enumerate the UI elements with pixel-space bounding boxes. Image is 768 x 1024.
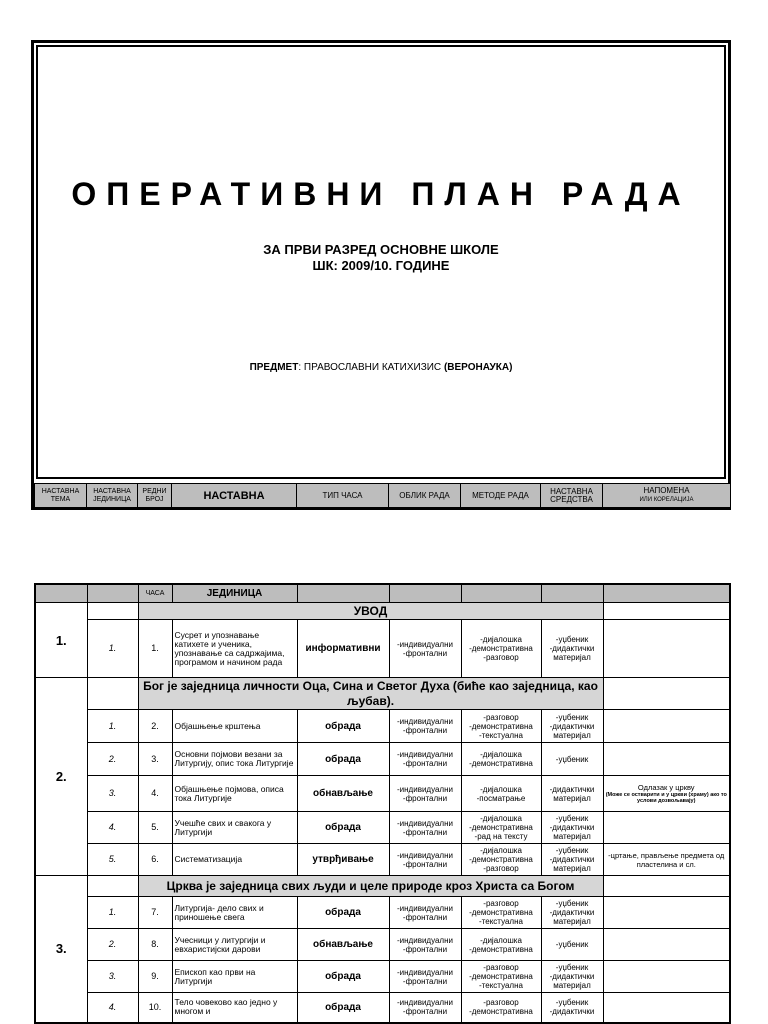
- row-note: [603, 929, 730, 961]
- row-number: 2.: [87, 743, 138, 776]
- row-serial: 4.: [138, 776, 172, 812]
- table-row: [35, 710, 730, 743]
- row-means: -уџбеник -дидактички материјал: [541, 620, 603, 678]
- chasa-label: ЧАСА: [138, 584, 172, 603]
- row-note: [603, 776, 730, 812]
- row-form: -индивидуални -фронтални: [389, 993, 461, 1023]
- row-type: утврђивање: [297, 844, 389, 876]
- row-form: -индивидуални -фронтални: [389, 620, 461, 678]
- header-tema: НАСТАВНА ТЕМА: [35, 484, 87, 508]
- row-type: обрада: [297, 710, 389, 743]
- row-unit: Основни појмови везани за Литургију, опис тока Литургије: [172, 743, 297, 776]
- row-unit: Литургија- дело свих и приношење свега: [172, 897, 297, 929]
- document-title: ОПЕРАТИВНИ ПЛАН РАДА: [71, 176, 691, 212]
- row-type: обрада: [297, 993, 389, 1023]
- header-nastavna: НАСТАВНА: [172, 484, 297, 508]
- row-serial: 9.: [138, 961, 172, 993]
- header-redni-broj: РЕДНИ БРОЈ: [138, 484, 172, 508]
- row-number: 3.: [87, 961, 138, 993]
- row-means: -уџбеник -дидактички материјал: [541, 961, 603, 993]
- row-type: обрада: [297, 812, 389, 844]
- header-napomena: [603, 484, 731, 508]
- section-note: [603, 603, 730, 620]
- document-subtitle-grade: ЗА ПРВИ РАЗРЕД ОСНОВНЕ ШКОЛЕ: [263, 242, 499, 257]
- header-napomena-label: НАПОМЕНА: [643, 486, 690, 495]
- row-note-text: Одлазак у цркву: [637, 783, 695, 792]
- table-row: [35, 993, 730, 1023]
- row-number: 1.: [87, 620, 138, 678]
- row-method: -разговор -демонстративна -текстуална: [461, 897, 541, 929]
- header-nastavna-sredstva: НАСТАВНА СРЕДСТВА: [541, 484, 603, 508]
- row-serial: 2.: [138, 710, 172, 743]
- header-metode-rada: МЕТОДЕ РАДА: [461, 484, 541, 508]
- header-korelacija-label: ИЛИ КОРЕЛАЦИЈА: [639, 497, 694, 503]
- row-number: 3.: [87, 776, 138, 812]
- section-title-row: [35, 603, 730, 620]
- row-serial: 1.: [138, 620, 172, 678]
- header-jedinica: НАСТАВНА ЈЕДИНИЦА: [87, 484, 138, 508]
- table-row: [35, 776, 730, 812]
- row-unit: Сусрет и упознавање катихете и ученика, упознавање са садржајима, програмом и начином рада: [172, 620, 297, 678]
- document-subtitle-year: ШК: 2009/10. ГОДИНЕ: [312, 258, 450, 273]
- row-note: [603, 743, 730, 776]
- table-row: [35, 897, 730, 929]
- row-form: -индивидуални -фронтални: [389, 897, 461, 929]
- row-unit: Учесници у литургији и евхаристијски дарови: [172, 929, 297, 961]
- row-means: -уџбеник -дидактички материјал: [541, 812, 603, 844]
- table-row: [35, 812, 730, 844]
- section-spacer: [87, 678, 138, 710]
- row-serial: 10.: [138, 993, 172, 1023]
- section-title-row: [35, 678, 730, 710]
- section-number: 2.: [35, 678, 87, 876]
- row-means: -уџбеник: [541, 929, 603, 961]
- row-method: -разговор -демонстративна: [461, 993, 541, 1023]
- row-serial: 8.: [138, 929, 172, 961]
- row-note-text: -цртање, прављење предмета од пластелина и сл.: [608, 850, 725, 869]
- column-header-strip: [34, 483, 731, 508]
- row-means: -уџбеник -дидактички материјал: [541, 710, 603, 743]
- row-means: -дидактички материјал: [541, 776, 603, 812]
- row-serial: 7.: [138, 897, 172, 929]
- subject-label: ПРЕДМЕТ: [249, 362, 299, 373]
- row-method: -дијалошка -демонстративна -разговор: [461, 844, 541, 876]
- row-unit: Објашњење крштења: [172, 710, 297, 743]
- row-method: -дијалошка -демонстративна: [461, 743, 541, 776]
- row-form: -индивидуални -фронтални: [389, 844, 461, 876]
- row-number: 4.: [87, 812, 138, 844]
- row-method: -дијалошка -демонстративна: [461, 929, 541, 961]
- row-note: [603, 710, 730, 743]
- row-note: [603, 812, 730, 844]
- row-form: -индивидуални -фронтални: [389, 929, 461, 961]
- section-title: УВОД: [138, 603, 603, 620]
- row-means: -уџбеник -дидактички: [541, 993, 603, 1023]
- jedinica-label: ЈЕДИНИЦА: [172, 584, 297, 603]
- row-number: 4.: [87, 993, 138, 1023]
- table-row: [35, 844, 730, 876]
- row-serial: 5.: [138, 812, 172, 844]
- row-unit: Објашњење појмова, описа тока Литургије: [172, 776, 297, 812]
- header-oblik-rada: ОБЛИК РАДА: [389, 484, 461, 508]
- row-unit: Учешће свих и свакога у Литургији: [172, 812, 297, 844]
- plan-table: [34, 583, 731, 1024]
- section-title: Бог је заједница личности Оца, Сина и Светог Духа (биће као заједница, као љубав).: [138, 678, 603, 710]
- row-note: [603, 844, 730, 876]
- subject-value: : ПРАВОСЛАВНИ КАТИХИЗИС: [298, 362, 442, 373]
- row-type: обрада: [297, 897, 389, 929]
- row-serial: 3.: [138, 743, 172, 776]
- row-unit: Епископ као први на Литургији: [172, 961, 297, 993]
- row-means: -уџбеник -дидактички материјал: [541, 897, 603, 929]
- section-number: 1.: [35, 603, 87, 678]
- row-type: обнављање: [297, 776, 389, 812]
- row-number: 2.: [87, 929, 138, 961]
- subject-paren: (ВЕРОНАУКА): [443, 362, 513, 373]
- row-note: [603, 961, 730, 993]
- section-number: 3.: [35, 876, 87, 1023]
- row-type: обрада: [297, 961, 389, 993]
- row-type: обрада: [297, 743, 389, 776]
- section-title: Црква је заједница свих људи и целе природе кроз Христа са Богом: [138, 876, 603, 897]
- row-note: [603, 620, 730, 678]
- header-tip-casa: ТИП ЧАСА: [297, 484, 389, 508]
- table-row: [35, 961, 730, 993]
- row-form: -индивидуални -фронтални: [389, 743, 461, 776]
- table-row: [35, 929, 730, 961]
- row-method: -дијалошка -демонстративна -рад на тексту: [461, 812, 541, 844]
- row-note-small: (Може се остварити и у цркви (храму) ако то услови дозвољавају): [605, 792, 727, 804]
- row-form: -индивидуални -фронтални: [389, 776, 461, 812]
- section-note: [603, 876, 730, 897]
- subject-line: [36, 362, 726, 373]
- row-method: -дијалошка -посматрање: [461, 776, 541, 812]
- row-number: 5.: [87, 844, 138, 876]
- table-row: [35, 620, 730, 678]
- row-form: -индивидуални -фронтални: [389, 812, 461, 844]
- row-type: информативни: [297, 620, 389, 678]
- row-serial: 6.: [138, 844, 172, 876]
- row-method: -дијалошка -демонстративна -разговор: [461, 620, 541, 678]
- row-form: -индивидуални -фронтални: [389, 710, 461, 743]
- row-note: [603, 993, 730, 1023]
- table-row: [35, 743, 730, 776]
- row-method: -разговор -демонстративна -текстуална: [461, 710, 541, 743]
- row-unit: Систематизација: [172, 844, 297, 876]
- row-type: обнављање: [297, 929, 389, 961]
- section-spacer: [87, 876, 138, 897]
- row-form: -индивидуални -фронтални: [389, 961, 461, 993]
- row-means: -уџбеник: [541, 743, 603, 776]
- row-means: -уџбеник -дидактички материјал: [541, 844, 603, 876]
- table-top-row: [35, 584, 730, 603]
- section-spacer: [87, 603, 138, 620]
- row-note: [603, 897, 730, 929]
- section-note: [603, 678, 730, 710]
- section-title-row: [35, 876, 730, 897]
- row-number: 1.: [87, 710, 138, 743]
- row-unit: Тело човеково као једно у многом и: [172, 993, 297, 1023]
- row-method: -разговор -демонстративна -текстуална: [461, 961, 541, 993]
- row-number: 1.: [87, 897, 138, 929]
